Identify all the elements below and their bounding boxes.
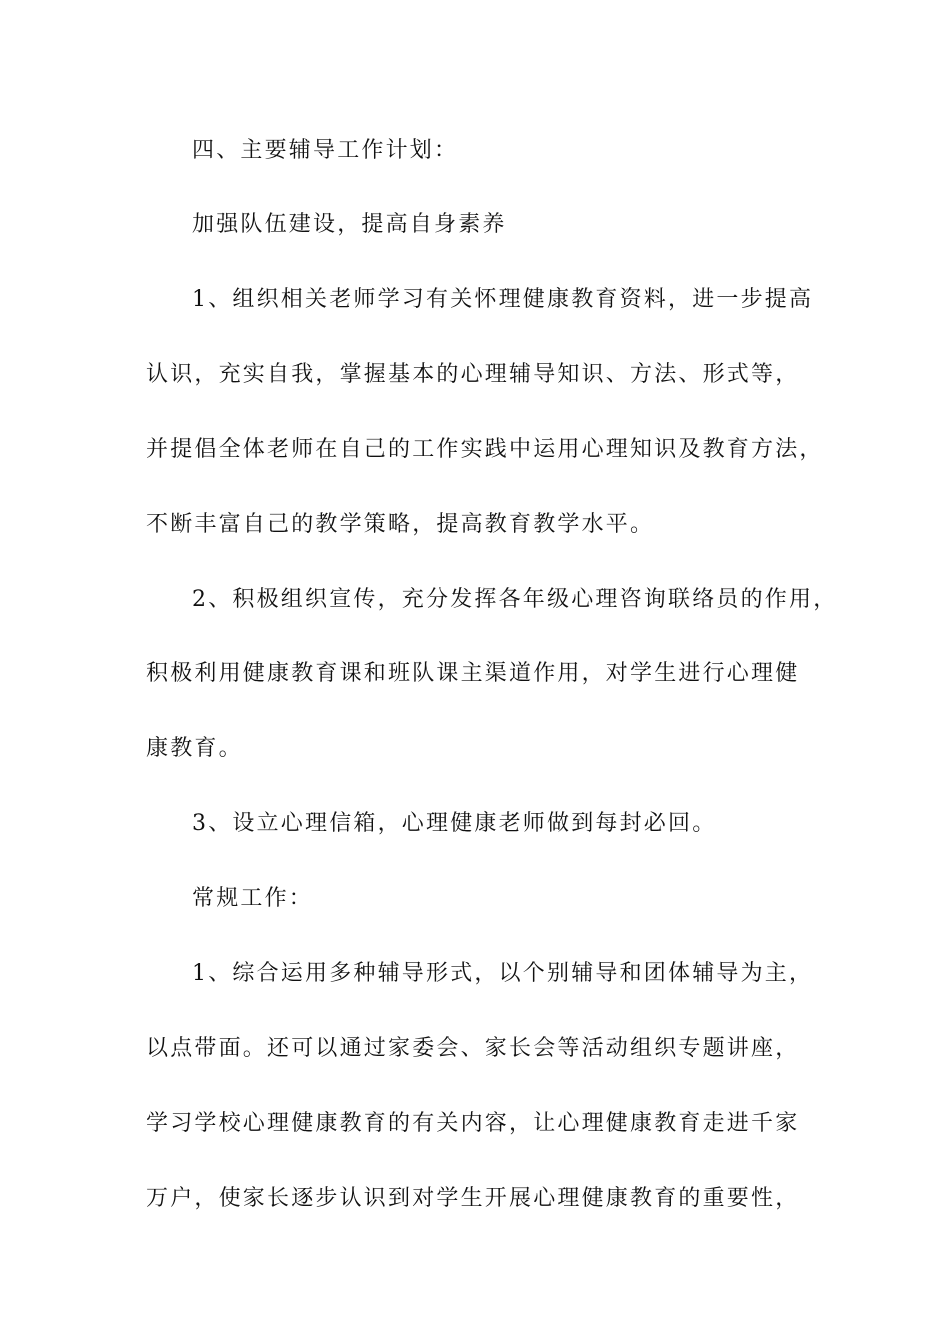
paragraph-line: 1、组织相关老师学习有关怀理健康教育资料，进一步提高 [192, 287, 814, 312]
paragraph-line: 不断丰富自己的教学策略，提高教育教学水平。 [146, 512, 655, 537]
paragraph-line: 2、积极组织宣传，充分发挥各年级心理咨询联络员的作用， [192, 587, 838, 612]
paragraph-line: 认识，充实自我，掌握基本的心理辅导知识、方法、形式等， [146, 362, 800, 387]
paragraph-line: 康教育。 [146, 736, 243, 761]
paragraph-line: 积极利用健康教育课和班队课主渠道作用，对学生进行心理健 [146, 661, 800, 686]
paragraph-line: 万户，使家长逐步认识到对学生开展心理健康教育的重要性， [146, 1186, 800, 1211]
paragraph-line: 1、综合运用多种辅导形式，以个别辅导和团体辅导为主， [192, 961, 814, 986]
paragraph-line: 学习学校心理健康教育的有关内容，让心理健康教育走进千家 [146, 1111, 800, 1136]
section-heading-guidance-plan: 四、主要辅导工作计划： [192, 138, 459, 163]
paragraph-line: 并提倡全体老师在自己的工作实践中运用心理知识及教育方法， [146, 437, 824, 462]
paragraph-line: 3、设立心理信箱，心理健康老师做到每封必回。 [192, 811, 717, 836]
paragraph-line: 以点带面。还可以通过家委会、家长会等活动组织专题讲座， [146, 1036, 800, 1061]
subheading-team-building: 加强队伍建设，提高自身素养 [192, 212, 507, 237]
subheading-routine-work: 常规工作： [192, 886, 314, 911]
